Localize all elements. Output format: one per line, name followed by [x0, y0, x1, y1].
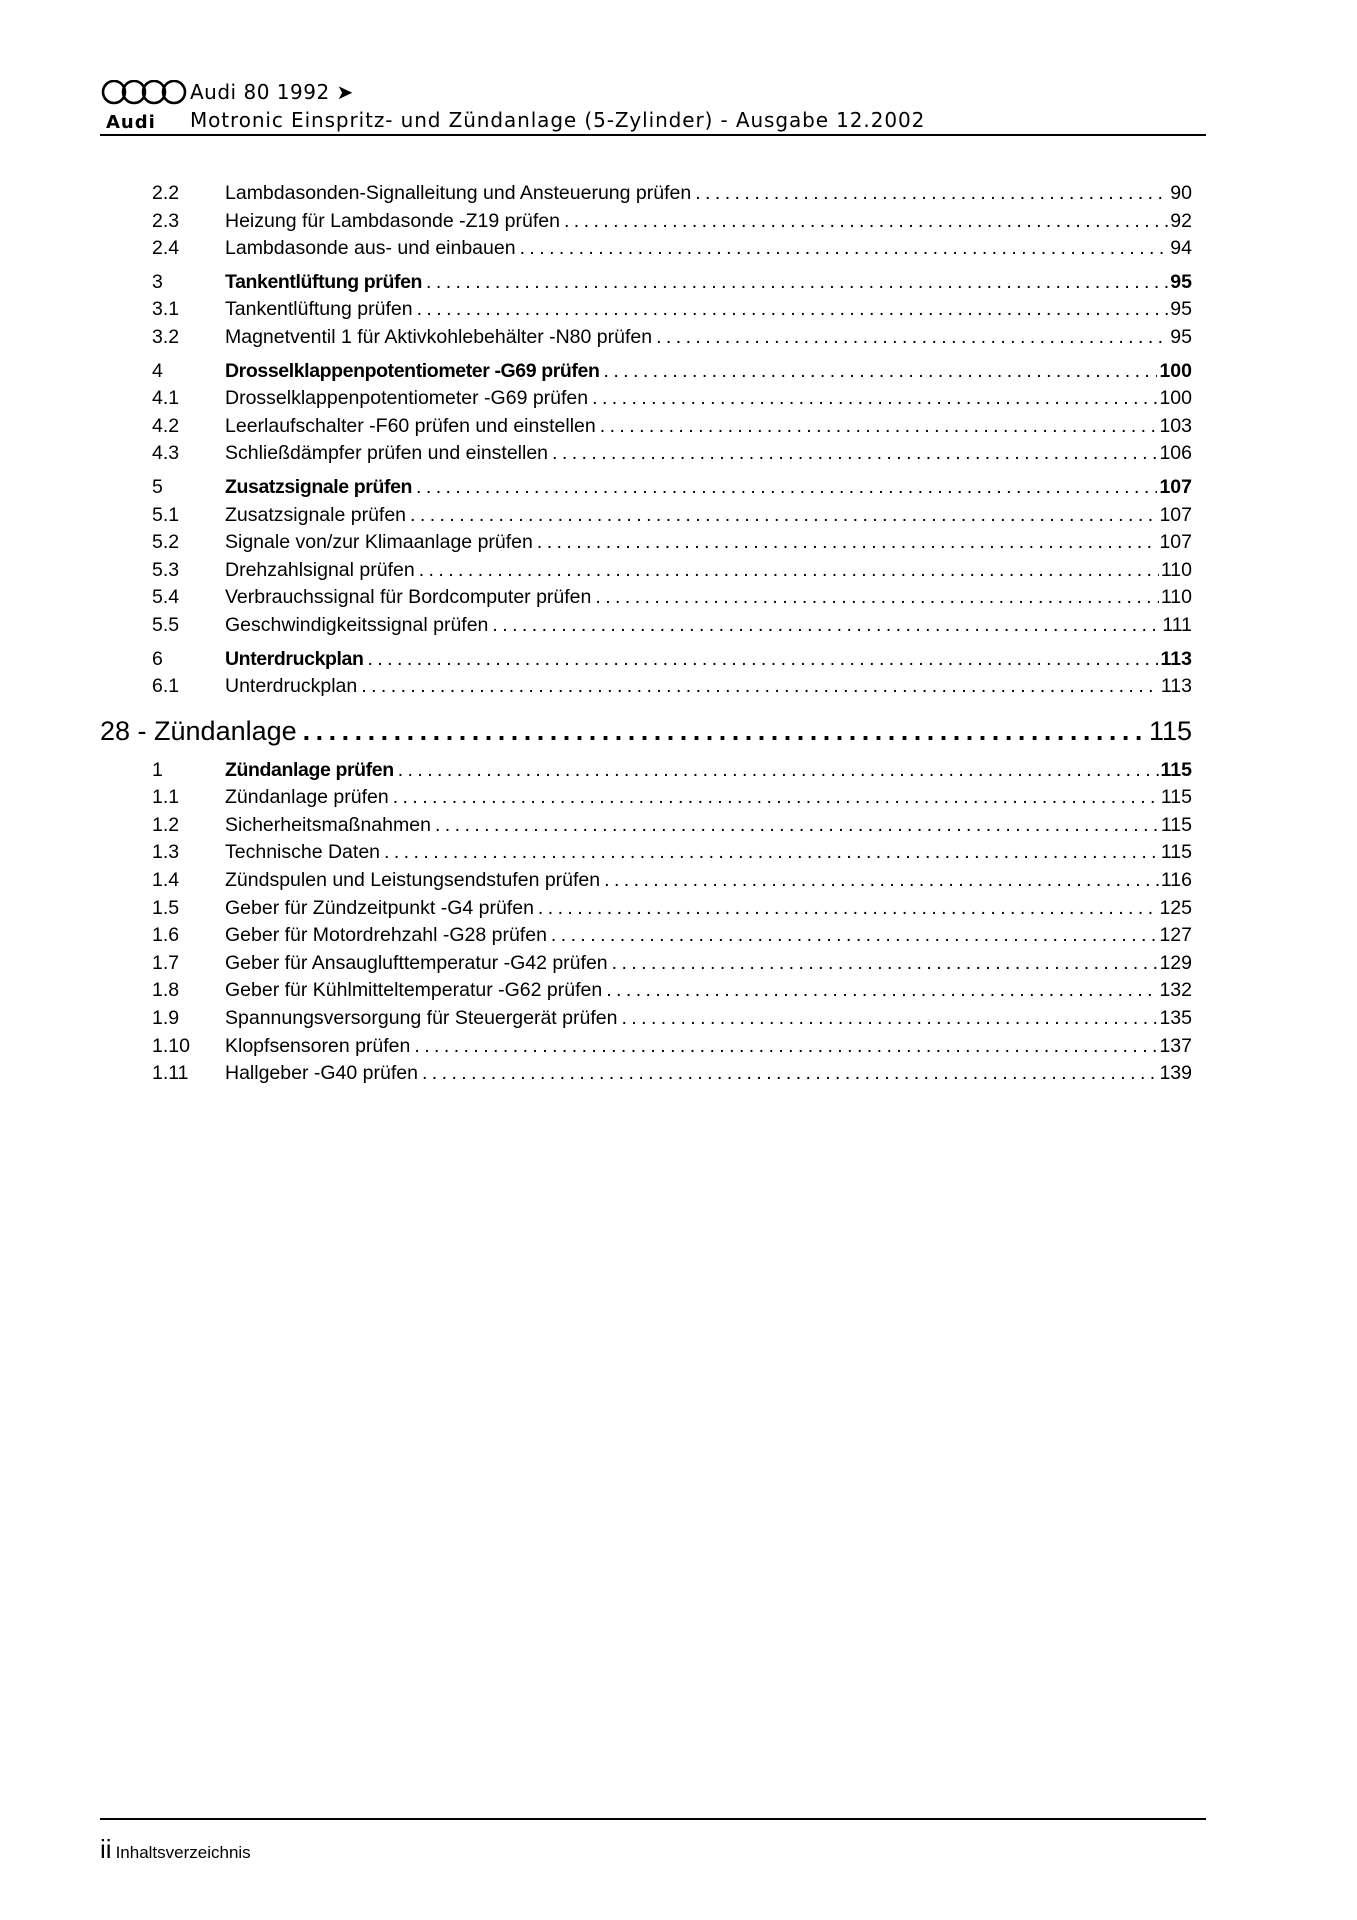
- toc-leader-dots: [435, 812, 1159, 840]
- toc-row[interactable]: [100, 784, 1200, 812]
- toc-entry-page: 132: [1159, 979, 1192, 1002]
- toc-row[interactable]: [100, 950, 1200, 978]
- toc-entry-page: 90: [1170, 182, 1192, 204]
- toc-entry-number: 5: [152, 475, 163, 498]
- toc-entry-title: Geber für Ansauglufttemperatur -G42 prüfen: [225, 951, 608, 974]
- toc-entry-number: 5.5: [152, 613, 180, 636]
- toc-chapter-row[interactable]: [100, 358, 1200, 386]
- toc-entry-page: 115: [1160, 786, 1192, 809]
- toc-leader-dots: [303, 711, 1149, 751]
- footer-page-number: ii: [100, 1834, 112, 1864]
- toc-entry-title: Signale von/zur Klimaanlage prüfen: [225, 531, 533, 554]
- toc-leader-dots: [384, 839, 1159, 867]
- toc-entry-number: 1.3: [152, 841, 180, 864]
- toc-entry-number: 1.11: [152, 1062, 189, 1085]
- toc-row[interactable]: [100, 977, 1200, 1005]
- toc-leader-dots: [612, 950, 1158, 978]
- audi-logo: [100, 80, 188, 133]
- toc-entry-number: 2.3: [152, 209, 180, 232]
- toc-entry-number: 1.10: [152, 1034, 190, 1057]
- toc-section-b: [100, 757, 1200, 1088]
- toc-entry-number: 1.7: [152, 951, 180, 974]
- toc-leader-dots: [603, 358, 1157, 386]
- toc-leader-dots: [419, 557, 1159, 585]
- toc-entry-number: 2.2: [152, 182, 180, 204]
- document-subtitle: Motronic Einspritz- und Zündanlage (5-Zylinder) - Ausgabe 12.2002: [190, 108, 926, 132]
- toc-leader-dots: [606, 977, 1157, 1005]
- toc-entry-title: Hallgeber -G40 prüfen: [225, 1062, 418, 1085]
- toc-entry-title: Lambdasonden-Signalleitung und Ansteuerung prüfen: [225, 182, 692, 204]
- toc-row[interactable]: [100, 673, 1200, 701]
- toc-row[interactable]: [100, 612, 1200, 640]
- toc-leader-dots: [410, 502, 1157, 530]
- toc-row[interactable]: [100, 180, 1200, 208]
- toc-entry-page: 110: [1160, 558, 1192, 581]
- toc-entry-number: 1.4: [152, 869, 180, 892]
- toc-entry-title: Tankentlüftung prüfen: [225, 270, 423, 293]
- toc-entry-title: Spannungsversorgung für Steuergerät prüfen: [225, 1007, 618, 1030]
- toc-entry-page: 110: [1160, 586, 1192, 609]
- toc-entry-page: 94: [1170, 237, 1192, 260]
- toc-row[interactable]: [100, 385, 1200, 413]
- toc-row[interactable]: [100, 557, 1200, 585]
- toc-leader-dots: [538, 895, 1158, 923]
- toc-entry-number: 1.2: [152, 813, 180, 836]
- toc-entry-page: 92: [1170, 209, 1192, 232]
- toc-row[interactable]: [100, 324, 1200, 352]
- toc-leader-dots: [592, 385, 1157, 413]
- toc-entry-title: Magnetventil 1 für Aktivkohlebehälter -N80 prüfen: [225, 325, 653, 348]
- toc-entry-title: Heizung für Lambdasonde -Z19 prüfen: [225, 209, 560, 232]
- toc-entry-page: 127: [1159, 924, 1192, 947]
- toc-row[interactable]: [100, 1033, 1200, 1061]
- toc-entry-title: Zündanlage prüfen: [225, 786, 389, 809]
- toc-entry-page: 107: [1159, 531, 1192, 554]
- toc-entry-page: 115: [1160, 758, 1192, 781]
- toc-entry-title: Zündspulen und Leistungsendstufen prüfen: [225, 869, 601, 892]
- toc-entry-title: Unterdruckplan: [225, 675, 358, 698]
- toc-row[interactable]: [100, 895, 1200, 923]
- toc-leader-dots: [551, 922, 1158, 950]
- toc-entry-page: 95: [1170, 298, 1192, 321]
- toc-entry-number: 1.5: [152, 896, 180, 919]
- toc-entry-number: 5.3: [152, 558, 180, 581]
- toc-entry-number: 4.1: [152, 387, 180, 410]
- document-title: Audi 80 1992 ➤: [190, 80, 354, 104]
- toc-entry-number: 6.1: [152, 675, 180, 698]
- toc-row[interactable]: [100, 584, 1200, 612]
- toc-entry-page: 129: [1159, 951, 1192, 974]
- toc-entry-page: 113: [1160, 675, 1192, 698]
- toc-entry-title: Technische Daten: [225, 841, 381, 864]
- toc-leader-dots: [426, 269, 1168, 297]
- toc-row[interactable]: [100, 922, 1200, 950]
- toc-leader-dots: [656, 324, 1168, 352]
- toc-leader-dots: [368, 646, 1159, 674]
- toc-entry-number: 5.1: [152, 503, 180, 526]
- toc-entry-title: Geschwindigkeitssignal prüfen: [225, 613, 489, 636]
- toc-entry-title: Drehzahlsignal prüfen: [225, 558, 415, 581]
- table-of-contents: [100, 180, 1200, 1088]
- toc-entry-page: 125: [1159, 896, 1192, 919]
- toc-leader-dots: [416, 474, 1157, 502]
- toc-entry-number: 2.4: [152, 237, 180, 260]
- toc-row[interactable]: [100, 440, 1200, 468]
- toc-entry-page: 115: [1160, 841, 1192, 864]
- toc-chapter-row[interactable]: [100, 757, 1200, 785]
- toc-leader-dots: [417, 296, 1169, 324]
- toc-leader-dots: [361, 673, 1159, 701]
- toc-row[interactable]: [100, 296, 1200, 324]
- toc-row[interactable]: [100, 502, 1200, 530]
- toc-row[interactable]: [100, 812, 1200, 840]
- toc-entry-number: 3.1: [152, 298, 180, 321]
- toc-entry-page: 100: [1159, 387, 1192, 410]
- toc-leader-dots: [398, 757, 1159, 785]
- toc-entry-number: 3.2: [152, 325, 180, 348]
- header-divider: [100, 134, 1206, 136]
- toc-entry-page: 106: [1159, 442, 1192, 465]
- toc-entry-title: Zusatzsignale prüfen: [225, 503, 407, 526]
- toc-entry-page: 103: [1159, 414, 1192, 437]
- toc-leader-dots: [393, 784, 1159, 812]
- toc-entry-title: Leerlaufschalter -F60 prüfen und einstellen: [225, 414, 596, 437]
- toc-row[interactable]: [100, 529, 1200, 557]
- toc-leader-dots: [595, 584, 1159, 612]
- toc-entry-page: 137: [1159, 1034, 1192, 1057]
- toc-entry-number: 1.8: [152, 979, 180, 1002]
- toc-entry-page: 116: [1160, 869, 1192, 892]
- toc-row[interactable]: [100, 867, 1200, 895]
- toc-leader-dots: [600, 413, 1158, 441]
- toc-entry-page: 107: [1159, 503, 1192, 526]
- toc-leader-dots: [621, 1005, 1157, 1033]
- page-header: [100, 78, 1206, 134]
- toc-leader-dots: [552, 440, 1157, 468]
- toc-leader-dots: [564, 208, 1168, 236]
- toc-entry-number: 5.2: [152, 531, 180, 554]
- toc-entry-number: 4.2: [152, 414, 180, 437]
- toc-entry-page: 100: [1159, 359, 1192, 382]
- toc-leader-dots: [422, 1060, 1158, 1088]
- toc-row[interactable]: [100, 1005, 1200, 1033]
- toc-entry-number: 1: [152, 758, 163, 781]
- toc-entry-page: 111: [1162, 613, 1192, 636]
- toc-entry-title: Drosselklappenpotentiometer -G69 prüfen: [225, 359, 600, 382]
- toc-section-a: [100, 180, 1200, 701]
- footer-divider: [100, 1818, 1206, 1820]
- toc-entry-title: Zündanlage prüfen: [225, 758, 394, 781]
- page-footer: [100, 1834, 251, 1865]
- toc-entry-title: Geber für Zündzeitpunkt -G4 prüfen: [225, 896, 534, 919]
- toc-entry-title: Sicherheitsmaßnahmen: [225, 813, 431, 836]
- toc-entry-title: Geber für Kühlmitteltemperatur -G62 prüfen: [225, 979, 603, 1002]
- toc-entry-page: 115: [1160, 813, 1192, 836]
- toc-chapter-row[interactable]: [100, 646, 1200, 674]
- toc-entry-page: 95: [1170, 325, 1192, 348]
- toc-leader-dots: [695, 180, 1168, 208]
- toc-row[interactable]: [100, 235, 1200, 263]
- toc-entry-number: 1.9: [152, 1007, 180, 1030]
- toc-major-entry[interactable]: [100, 711, 1200, 751]
- toc-row[interactable]: [100, 839, 1200, 867]
- toc-entry-page: 135: [1159, 1007, 1192, 1030]
- toc-leader-dots: [604, 867, 1159, 895]
- audi-rings-icon: [100, 80, 190, 110]
- toc-leader-dots: [520, 235, 1169, 263]
- toc-entry-title: Klopfsensoren prüfen: [225, 1034, 411, 1057]
- toc-row[interactable]: [100, 208, 1200, 236]
- toc-entry-page: 107: [1159, 475, 1192, 498]
- toc-row[interactable]: [100, 1060, 1200, 1088]
- toc-entry-number: 4.3: [152, 442, 180, 465]
- toc-leader-dots: [492, 612, 1160, 640]
- toc-entry-title: Unterdruckplan: [225, 647, 364, 670]
- toc-row[interactable]: [100, 413, 1200, 441]
- toc-entry-title: Drosselklappenpotentiometer -G69 prüfen: [225, 387, 589, 410]
- toc-entry-page: 139: [1159, 1062, 1192, 1085]
- toc-entry-number: 6: [152, 647, 163, 670]
- toc-chapter-row[interactable]: [100, 474, 1200, 502]
- toc-entry-number: 3: [152, 270, 163, 293]
- toc-entry-title: Tankentlüftung prüfen: [225, 298, 413, 321]
- toc-entry-number: 1.6: [152, 924, 180, 947]
- toc-major-title: 28 - Zündanlage: [100, 715, 297, 746]
- toc-entry-number: 4: [152, 359, 163, 382]
- toc-chapter-row[interactable]: [100, 269, 1200, 297]
- toc-entry-title: Zusatzsignale prüfen: [225, 475, 413, 498]
- toc-entry-number: 1.1: [152, 786, 180, 809]
- toc-entry-title: Verbrauchssignal für Bordcomputer prüfen: [225, 586, 592, 609]
- audi-logo-word: Audi: [106, 112, 156, 133]
- toc-entry-title: Lambdasonde aus- und einbauen: [225, 237, 516, 260]
- toc-major-page: 115: [1148, 715, 1192, 746]
- toc-entry-title: Geber für Motordrehzahl -G28 prüfen: [225, 924, 547, 947]
- toc-entry-title: Schließdämpfer prüfen und einstellen: [225, 442, 549, 465]
- toc-entry-number: 5.4: [152, 586, 180, 609]
- toc-leader-dots: [537, 529, 1158, 557]
- footer-section-name: Inhaltsverzeichnis: [115, 1843, 251, 1862]
- toc-entry-page: 95: [1170, 270, 1192, 293]
- toc-leader-dots: [414, 1033, 1157, 1061]
- toc-entry-page: 113: [1160, 647, 1192, 670]
